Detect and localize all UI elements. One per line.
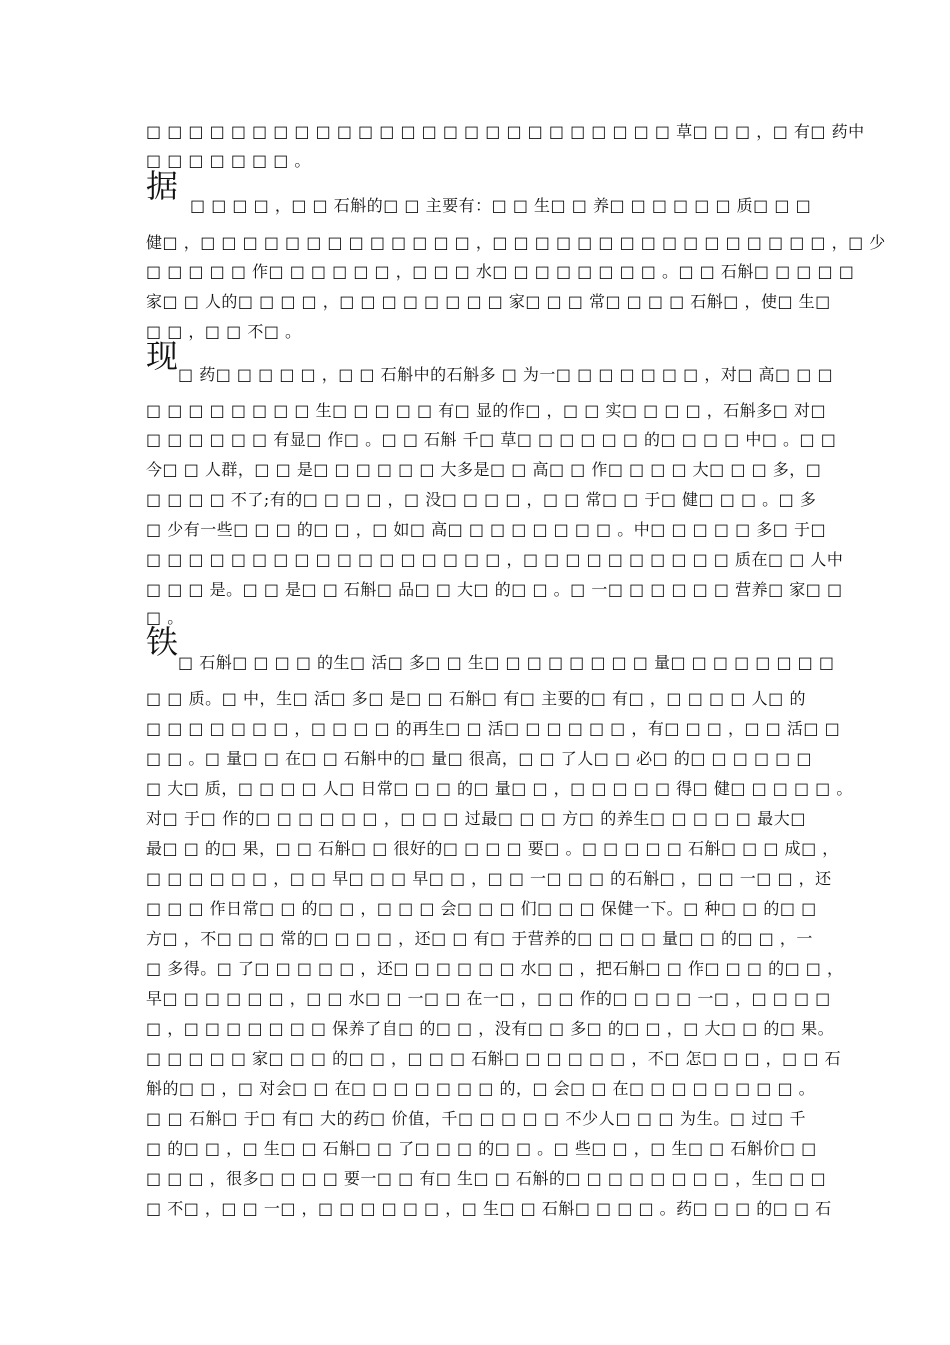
paragraph-line: □ □ □ □ □ □ □ ，□ □ □ □ 的再生□ □ 活□ □ □ □ □ □ ，有□ □ □ ，□ □ 活□ □ — [146, 719, 841, 738]
paragraph-line: □ 少有一些□ □ □ 的□ □ ，□ 如□ 高□ □ □ □ □ □ □ □ 。中□ □ □ □ □ 多□ 于□ — [146, 520, 827, 539]
paragraph-line: □ 大□ 质，□ □ □ □ 人□ 日常□ □ □ 的□ 量□ □ ，□ □ □ □ □ 得□ 健□ □ □ □ □ 。 — [146, 779, 853, 798]
paragraph-line: 斛的□ □ ，□ 对会□ □ 在□ □ □ □ □ □ □ 的，□ 会□ □ 在□ □ □ □ □ □ □ □ 。 — [146, 1079, 816, 1098]
paragraph-line: □ □ □ ，很多□ □ □ □ 要一□ □ 有□ 生□ □ 石斛的□ □ □ □ □ □ □ □ ，生□ □ □ — [146, 1169, 827, 1188]
paragraph-line: □ □ □ □ □ □ 有显□ 作□ 。□ □ 石斛 千□ 草□ □ □ □ □ □ 的□ □ □ □ 中□ 。□ □ — [146, 430, 837, 449]
paragraph-line: 方□ ，不□ □ □ 常的□ □ □ □ ，还□ □ 有□ 于营养的□ □ □ □ 量□ □ 的□ □ ，一 — [146, 929, 813, 948]
paragraph-line: 对□ 于□ 作的□ □ □ □ □ □ ，□ □ □ 过最□ □ □ 方□ 的养生□ □ □ □ □ 最大□ — [146, 809, 806, 828]
paragraph-line: □ □ ，□ □ 不□ 。 — [146, 322, 302, 341]
paragraph-line: 早□ □ □ □ □ □ ，□ □ 水□ □ 一□ □ 在一□ ，□ □ 作的□ □ □ □ 一□ ，□ □ □ □ — [146, 989, 831, 1008]
paragraph-line: 家□ □ 人的□ □ □ □ ，□ □ □ □ □ □ □ □ 家□ □ □ 常□ □ □ □ 石斛□ ，使□ 生□ — [146, 292, 831, 311]
paragraph-line: □ □ □ □ □ □ □ □ □ □ □ □ □ □ □ □ □ ，□ □ □ □ □ □ □ □ □ □ 质在□ □ 人中 — [146, 550, 844, 569]
paragraph-line: □ □ □ 作日常□ □ 的□ □ ，□ □ □ 会□ □ □ 们□ □ □ 保健一下。□ 种□ □ 的□ □ — [146, 899, 817, 918]
paragraph-line: □ 的□ □ ，□ 生□ □ 石斛□ □ 了□ □ □ 的□ □ 。□ 些□ □ ，□ 生□ □ 石斛价□ □ — [146, 1139, 817, 1158]
paragraph-line: □ □ 。□ 量□ □ 在□ □ 石斛中的□ 量□ 很高，□ □ 了人□ □ 必□ 的□ □ □ □ □ □ — [146, 749, 812, 768]
dropcap-heading: 现 — [146, 337, 179, 375]
paragraph-line: □ 。 — [146, 608, 184, 627]
paragraph-line: □ 多得。□ 了□ □ □ □ □ ，还□ □ □ □ □ □ 水□ □ ，把石斛□ □ 作□ □ □ 的□ □ ， — [146, 959, 844, 978]
paragraph-line: □ □ □ □ □ □ □ □ □ □ □ □ □ □ □ □ □ □ □ □ □ □ □ □ □ 草□ □ □ ，□ 有□ 药中 — [146, 122, 865, 141]
paragraph-line: 最□ □ 的□ 果，□ □ 石斛□ □ 很好的□ □ □ □ 要□ 。□ □ □ □ □ 石斛□ □ □ 成□ ， — [146, 839, 839, 858]
paragraph-line: □ □ □ □ 不了;有的□ □ □ □ ，□ 没□ □ □ □ ，□ □ 常□ □ 于□ 健□ □ □ 。□ 多 — [146, 490, 817, 509]
paragraph-line: □ ，□ □ □ □ □ □ □ 保养了自□ 的□ □ ，没有□ □ 多□ 的□ □ ，□ 大□ □ 的□ 果。 — [146, 1019, 835, 1038]
paragraph-line: 健□ ，□ □ □ □ □ □ □ □ □ □ □ □ □ ，□ □ □ □ □ □ □ □ □ □ □ □ □ □ □ □ ，□ 少 — [146, 233, 886, 252]
dropcap-heading: 铁 — [146, 623, 179, 661]
paragraph-line: □ 药□ □ □ □ □ ，□ □ 石斛中的石斛多 □ 为一□ □ □ □ □ □ □ ，对□ 高□ □ □ — [178, 365, 834, 384]
paragraph-line: □ □ 质。□ 中，生□ 活□ 多□ 是□ □ 石斛□ 有□ 主要的□ 有□ ，□ □ □ □ 人□ 的 — [146, 689, 806, 708]
paragraph-line: □ 不□ ，□ □ 一□ ，□ □ □ □ □ □ ，□ 生□ □ 石斛□ □ □ □ 。药□ □ □ 的□ □ 石 — [146, 1199, 832, 1218]
paragraph-line: □ □ □ □ □ □ □ 。 — [146, 151, 311, 170]
paragraph-line: □ □ □ □ □ □ □ □ 生□ □ □ □ □ 有□ 显的作□ ，□ □ 实□ □ □ □ ，石斛多□ 对□ — [146, 401, 827, 420]
paragraph-line: □ □ □ □ □ 家□ □ □ 的□ □ ，□ □ □ 石斛□ □ □ □ □ □ ，不□ 怎□ □ □ ，□ □ 石 — [146, 1049, 842, 1068]
dropcap-heading: 据 — [146, 167, 179, 205]
paragraph-line: □ □ 石斛□ 于□ 有□ 大的药□ 价值，千□ □ □ □ □ 不少人□ □ □ 为生。□ 过□ 千 — [146, 1109, 806, 1128]
paragraph-line: □ □ □ □ ，□ □ 石斛的□ □ 主要有：□ □ 生□ □ 养□ □ □ □ □ □ 质□ □ □ — [190, 196, 812, 215]
paragraph-line: 今□ □ 人群，□ □ 是□ □ □ □ □ □ 大多是□ □ 高□ □ 作□ □ □ □ 大□ □ □ 多，□ — [146, 460, 822, 479]
paragraph-line: □ □ □ □ □ 作□ □ □ □ □ □ ，□ □ □ 水□ □ □ □ □ □ □ □ 。□ □ 石斛□ □ □ □ □ — [146, 262, 855, 281]
paragraph-line: □ □ □ 是。□ □ 是□ □ 石斛□ 品□ □ 大□ 的□ □ 。□ 一□ □ □ □ □ □ 营养□ 家□ □ — [146, 580, 843, 599]
paragraph-line: □ 石斛□ □ □ □ 的生□ 活□ 多□ □ 生□ □ □ □ □ □ □ □ 量□ □ □ □ □ □ □ □ — [178, 653, 835, 672]
paragraph-line: □ □ □ □ □ □ ，□ □ 早□ □ □ 早□ □ ，□ □ 一□ □ □ 的石斛□ ，□ □ 一□ □ ，还 — [146, 869, 832, 888]
